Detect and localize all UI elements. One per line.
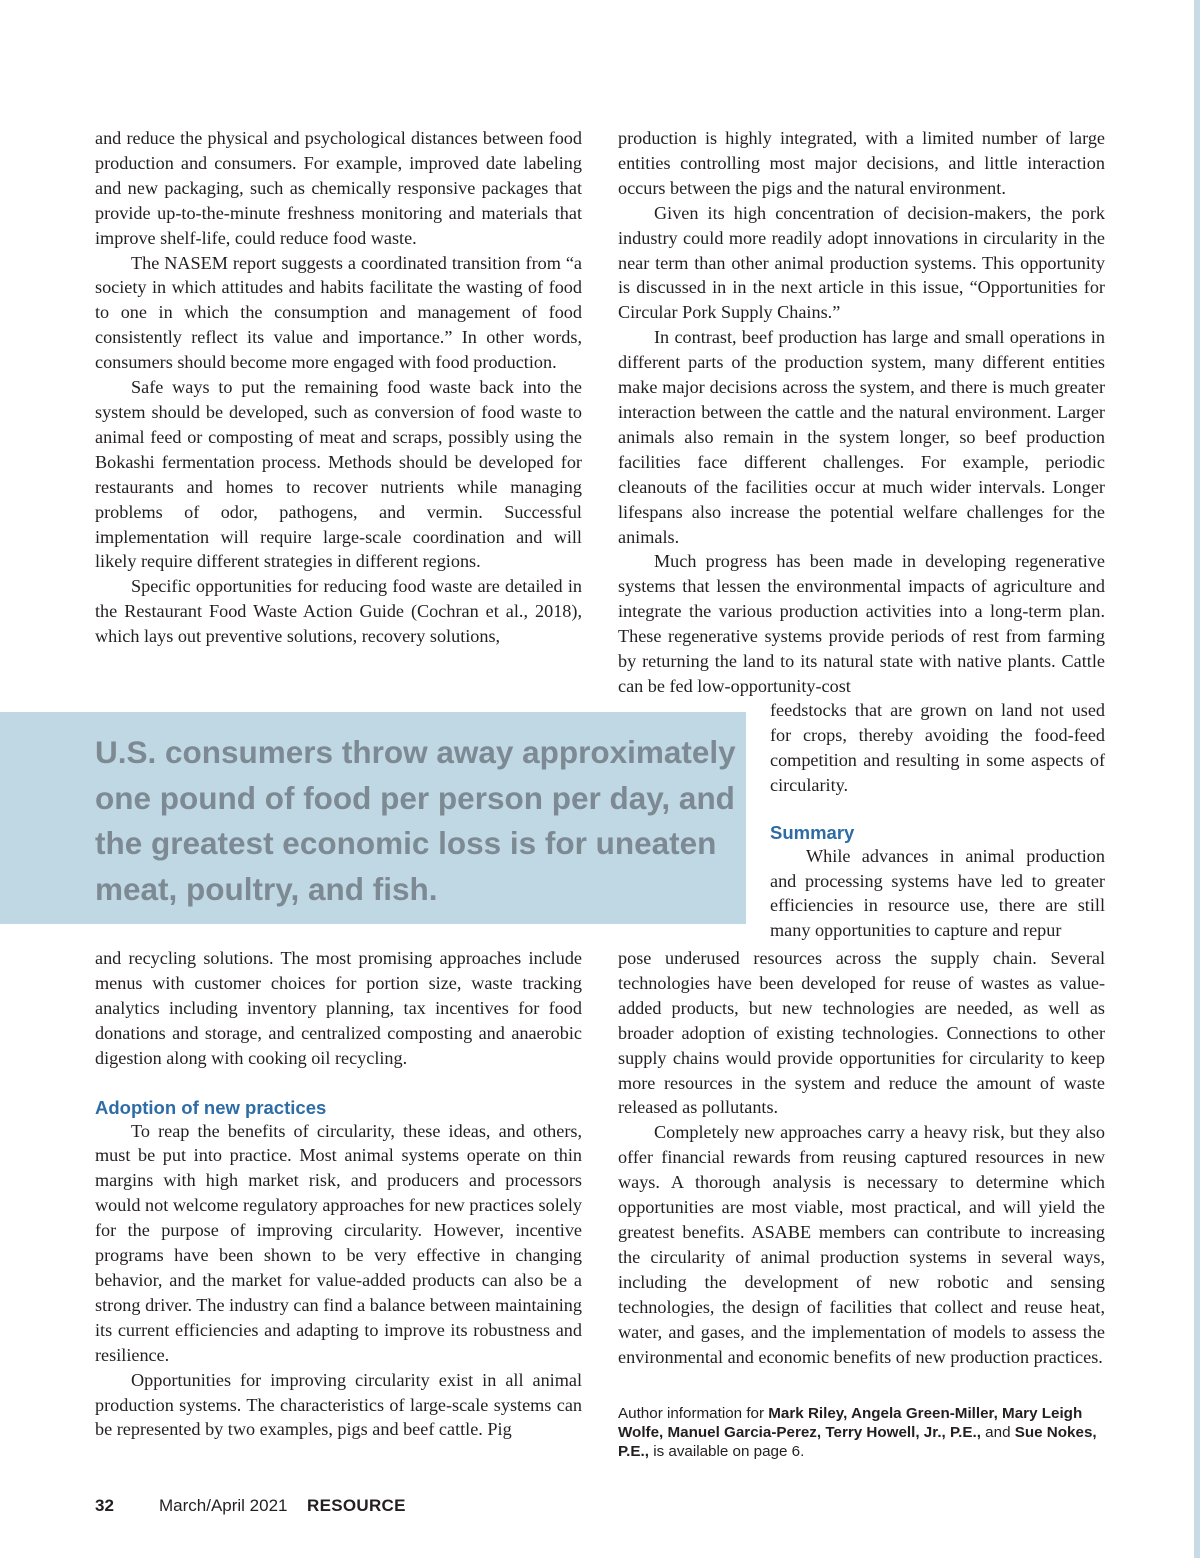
column-2-top <box>618 126 1105 699</box>
author-last-name: Sue Nokes, P.E., <box>618 1424 1097 1460</box>
author-info <box>618 1404 1108 1461</box>
author-and: and <box>980 1424 1015 1441</box>
paragraph: pose underused resources across the supply chain. Several technologies have been developed for reuse of wastes as value-added products, but new technologies are needed, as well as broader adoption of existing technologies. Connections to other supply chains would provide opportunities for circularity to keep more resources in the system and reduce the amount of waste released as pollutants. <box>618 948 1105 1118</box>
author-names: Mark Riley, Angela Green-Miller, Mary Leigh Wolfe, Manuel Garcia-Perez, Terry Howell, Jr., P.E., <box>618 1405 1083 1441</box>
paragraph: In contrast, beef production has large and small operations in different parts of the production system, many different entities make major decisions across the system, and there is much greater interaction between the cattle and the natural environment. Larger animals also remain in the system longer, so beef production facilities face different challenges. For example, periodic cleanouts of the facilities occur at much wider intervals. Longer lifespans also increase the potential welfare challenges for the animals. <box>618 327 1105 547</box>
paragraph: and reduce the physical and psychological distances between food production and consumers. For example, improved date labeling and new packaging, such as chemically responsive packages that provide up-to-the-minute freshness monitoring and materials that improve shelf-life, could reduce food waste. <box>95 128 582 248</box>
page-edge-stripe <box>1194 0 1200 1558</box>
paragraph: Safe ways to put the remaining food waste back into the system should be developed, such as conversion of food waste to animal feed or composting of meat and scraps, possibly using the Bokashi fermentation process. Methods should be developed for restaurants and homes to recover nutrients while managing problems of odor, pathogens, and vermin. Successful implementation will require large-scale coordination and will likely require different strategies in different regions. <box>95 377 582 572</box>
paragraph: Opportunities for improving circularity exist in all animal production systems. The characteristics of large-scale systems can be represented by two examples, pigs and beef cattle. Pig <box>95 1369 582 1440</box>
paragraph: While advances in animal production and processing systems have led to greater efficiencies in resource use, there are still many opportunities to capture and repur <box>770 845 1105 941</box>
paragraph: Completely new approaches carry a heavy risk, but they also offer financial rewards from reusing captured resources in new ways. A thorough analysis is necessary to determine which opportunities are most viable, most practical, and will yield the greatest benefits. ASABE members can contribute to increasing the circularity of animal production systems in several ways, including the development of new robotic and sensing technologies, the design of facilities that collect and reuse heat, water, and gases, and the implementation of models to assess the environmental and economic benefits of new production practices. <box>618 1122 1105 1367</box>
page-footer <box>95 1496 406 1518</box>
section-heading-summary: Summary <box>770 821 855 843</box>
column-2-narrow <box>770 698 1105 943</box>
paragraph: feedstocks that are grown on land not used for crops, thereby avoiding the food-feed competition and resulting in some aspects of circularity. <box>770 700 1105 795</box>
magazine-name: RESOURCE <box>307 1496 406 1515</box>
paragraph: Given its high concentration of decision-makers, the pork industry could more readily adopt innovations in circularity in the near term than other animal production systems. This opportunity is discussed in in the next article in this issue, “Opportunities for Circular Pork Supply Chains.” <box>618 202 1105 323</box>
issue-date: March/April 2021 <box>159 1496 288 1515</box>
column-2-bottom <box>618 946 1105 1369</box>
author-suffix: is available on page 6. <box>648 1443 805 1460</box>
column-1-top <box>95 126 582 649</box>
column-1-bottom <box>95 946 582 1442</box>
author-prefix: Author information for <box>618 1405 769 1422</box>
pull-quote: U.S. consumers throw away approximately one pound of food per person per day, and the greatest economic loss is for uneaten meat, poultry, and fish. <box>95 734 736 907</box>
page-number: 32 <box>95 1496 114 1515</box>
paragraph: production is highly integrated, with a limited number of large entities controlling most major decisions, and little interaction occurs between the pigs and the natural environment. <box>618 128 1105 198</box>
paragraph: and recycling solutions. The most promising approaches include menus with customer choices for portion size, waste tracking analytics including inventory planning, tax incentives for food donations and storage, and centralized composting and anaerobic digestion along with cooking oil recycling. <box>95 948 582 1068</box>
paragraph: To reap the benefits of circularity, these ideas, and others, must be put into practice. Most animal systems operate on thin margins with high market risk, and producers and processors would not welcome regulatory approaches for new practices solely for the purpose of improving circularity. However, incentive programs have been shown to be very effective in changing behavior, and the market for value-added products can also be a strong driver. The industry can find a balance between maintaining its current efficiencies and adapting to improve its robustness and resilience. <box>95 1120 582 1365</box>
paragraph: Specific opportunities for reducing food waste are detailed in the Restaurant Food Waste Action Guide (Cochran et al., 2018), which lays out preventive solutions, recovery solutions, <box>95 576 582 647</box>
paragraph: The NASEM report suggests a coordinated transition from “a society in which attitudes and habits facilitate the wasting of food to one in which the consumption and management of food consistently reflect its value and importance.” In other words, consumers should become more engaged with food production. <box>95 252 582 373</box>
section-heading-adoption: Adoption of new practices <box>95 1096 327 1118</box>
paragraph: Much progress has been made in developing regenerative systems that lessen the environmental impacts of agriculture and integrate the various production activities into a long-term plan. These regenerative systems provide periods of rest from farming by returning the land to its natural state with native plants. Cattle can be fed low-opportunity-cost <box>618 551 1105 696</box>
